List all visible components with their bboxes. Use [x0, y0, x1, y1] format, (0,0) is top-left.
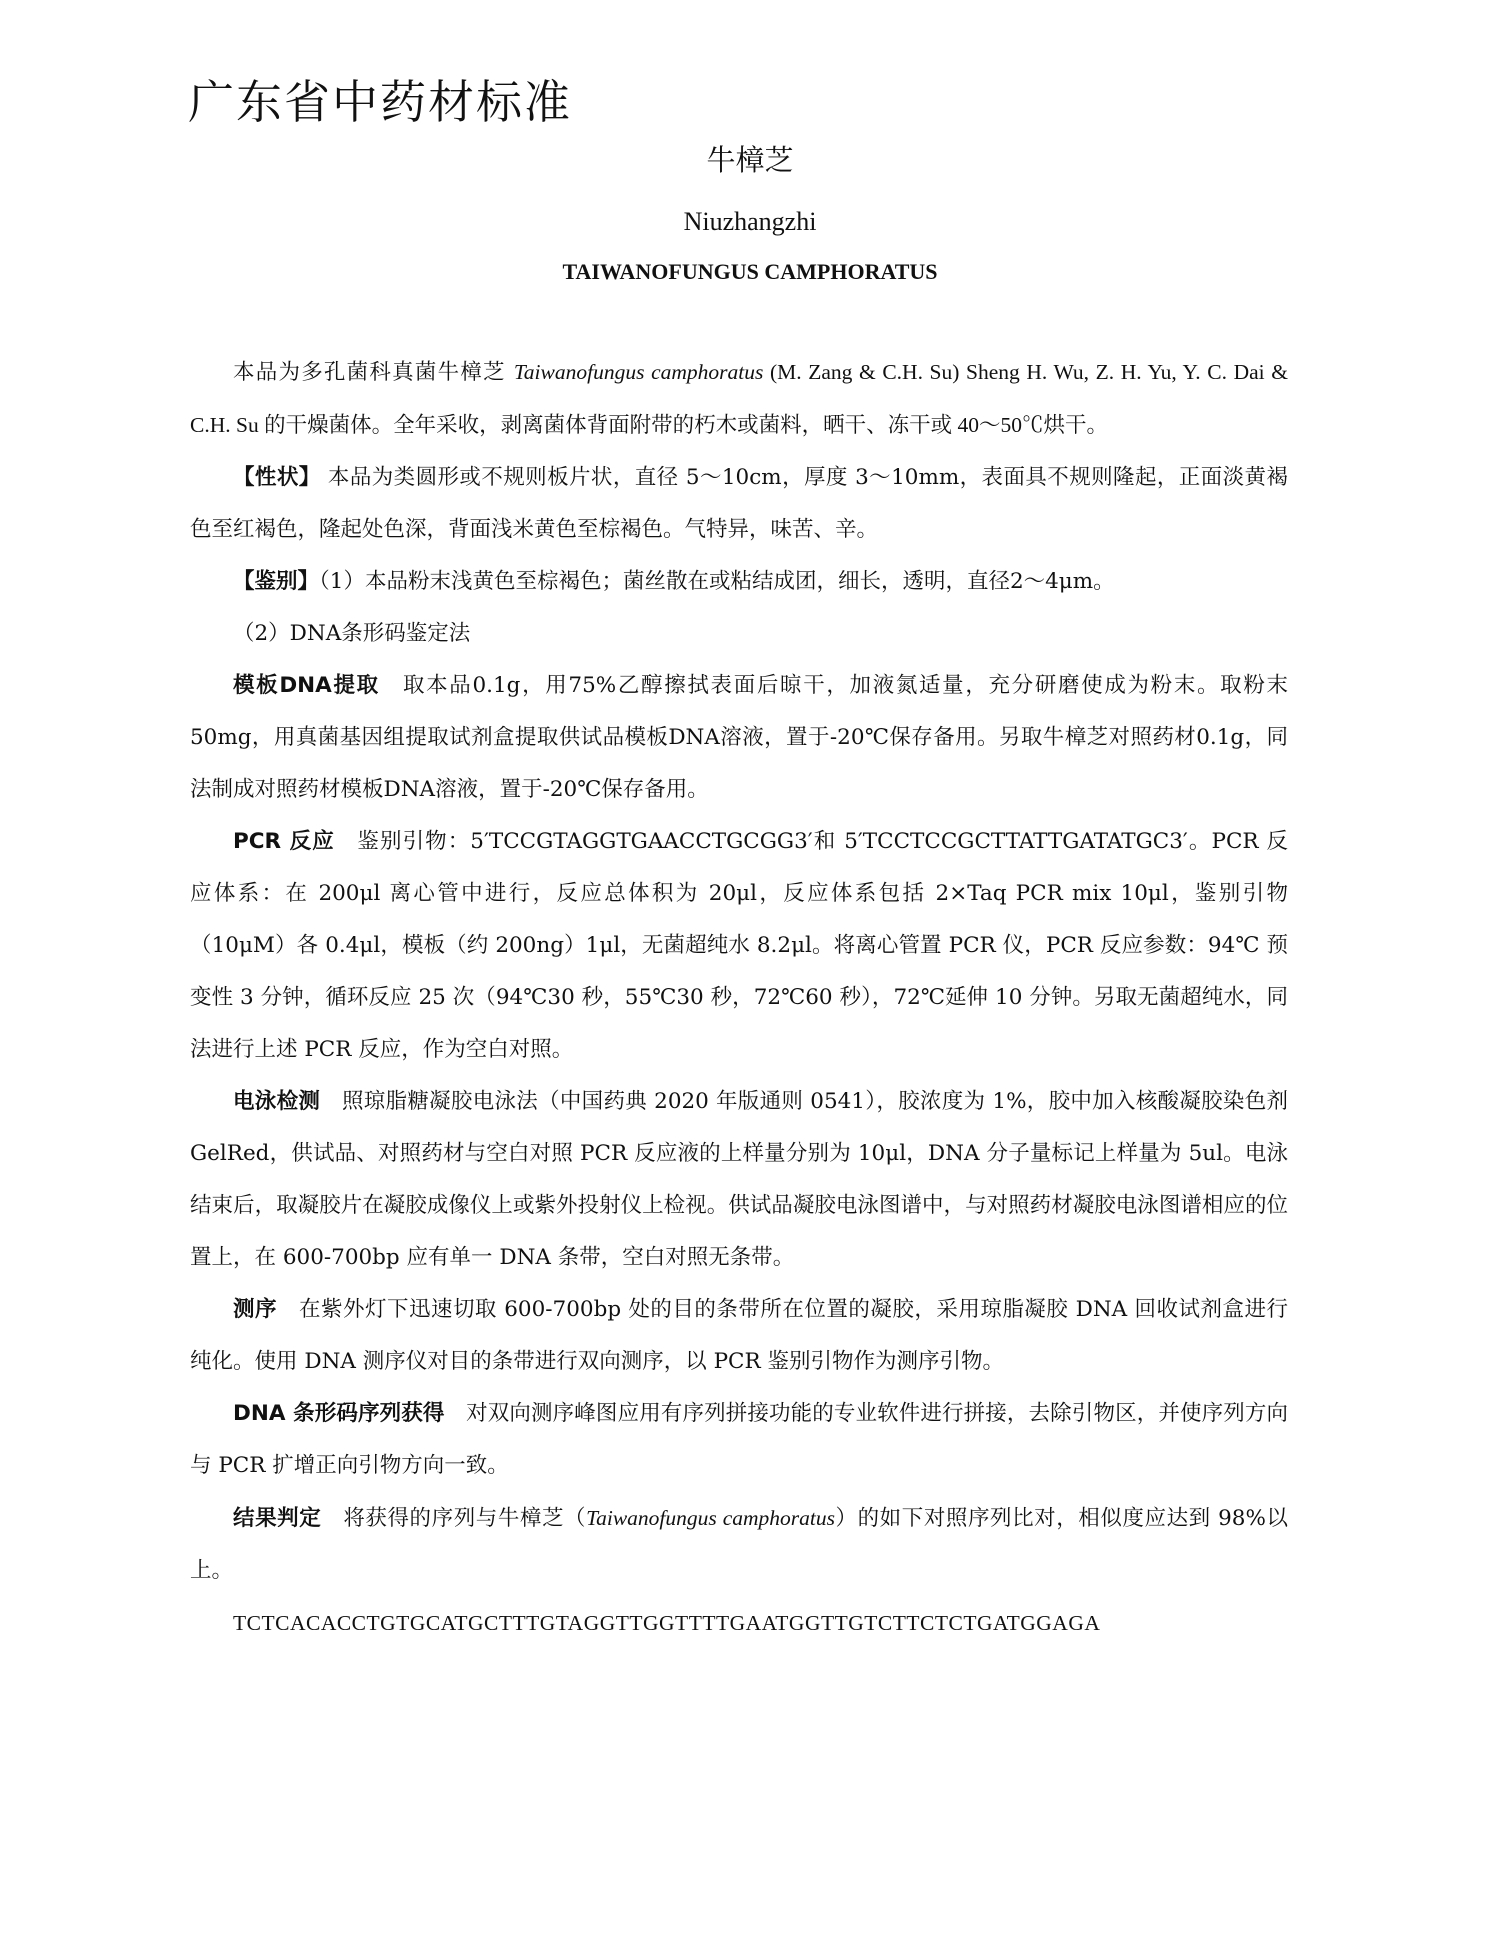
- reference-sequence-line: TCTCACACCTGTGCATGCTTTGTAGGTTGGTTTTGAATGGTTGTCTTCTCTGATGGAGA: [233, 1611, 1101, 1635]
- result-text1: 将获得的序列与牛樟芝（: [321, 1506, 587, 1531]
- intro-species-name: Taiwanofungus camphoratus: [513, 360, 764, 384]
- barcode-paragraph: [190, 1388, 1288, 1492]
- identification-label: 【鉴别】: [233, 569, 320, 594]
- intro-text-part1: 本品为多孔菌科真菌牛樟芝: [233, 360, 514, 385]
- standard-title: 广东省中药材标准: [188, 75, 572, 129]
- monograph-name-cn: 牛樟芝: [706, 143, 794, 177]
- identification-paragraph: [190, 556, 1288, 608]
- electrophoresis-text: 照琼脂糖凝胶电泳法（中国药典 2020 年版通则 0541），胶浓度为 1%，胶中加入核酸凝胶染色剂 GelRed，供试品、对照药材与空白对照 PCR 反应液的上样量分别为 10μl，DNA 分子量标记上样量为 5ul。电泳结束后，取凝胶片在凝胶成像仪上或紫外投射仪上检视。供试品凝胶电泳图谱中，与对照药材凝胶电泳图谱相应的位置上，在 600-700bp 应有单一 DNA 条带，空白对照无条带。: [190, 1089, 1288, 1270]
- electrophoresis-paragraph: [190, 1076, 1288, 1284]
- sequencing-paragraph: [190, 1284, 1288, 1388]
- identification-item2-text: （2）DNA条形码鉴定法: [233, 621, 471, 646]
- barcode-label: DNA 条形码序列获得: [233, 1401, 445, 1426]
- electrophoresis-label: 电泳检测: [233, 1089, 321, 1114]
- description-paragraph: [190, 452, 1288, 556]
- result-label: 结果判定: [233, 1506, 322, 1531]
- result-paragraph: [190, 1492, 1288, 1597]
- intro-paragraph: [190, 346, 1288, 452]
- identification-text: （1）本品粉末浅黄色至棕褐色；菌丝散在或粘结成团，细长，透明，直径2～4μm。: [319, 569, 1115, 594]
- pcr-paragraph: [190, 816, 1288, 1076]
- template-dna-text: 取本品0.1g，用75%乙醇擦拭表面后晾干，加液氮适量，充分研磨使成为粉末。取粉末50mg，用真菌基因组提取试剂盒提取供试品模板DNA溶液，置于-20℃保存备用。另取牛樟芝对照药材0.1g，同法制成对照药材模板DNA溶液，置于-20℃保存备用。: [190, 673, 1288, 802]
- sequencing-text: 在紫外灯下迅速切取 600-700bp 处的目的条带所在位置的凝胶，采用琼脂凝胶 DNA 回收试剂盒进行纯化。使用 DNA 测序仪对目的条带进行双向测序，以 PCR 鉴别引物作为测序引物。: [190, 1297, 1288, 1374]
- result-species-name: Taiwanofungus camphoratus: [586, 1506, 835, 1530]
- sequencing-label: 测序: [233, 1297, 277, 1322]
- monograph-body: [190, 346, 1288, 1649]
- description-label: 【性状】: [233, 465, 321, 490]
- template-dna-label: 模板DNA提取: [233, 673, 380, 698]
- template-dna-paragraph: [190, 660, 1288, 816]
- description-text: 本品为类圆形或不规则板片状，直径 5～10cm，厚度 3～10mm，表面具不规则隆起，正面淡黄褐色至红褐色，隆起处色深，背面浅米黄色至棕褐色。气特异，味苦、辛。: [190, 465, 1288, 542]
- monograph-name-pinyin: Niuzhangzhi: [683, 207, 817, 236]
- pcr-label: PCR 反应: [233, 829, 335, 854]
- intro-text-part2: (M. Zang & C.H. Su) Sheng H. Wu, Z. H. Yu, Y. C. Dai & C.H. Su 的干燥菌体。全年采收，剥离菌体背面附带的朽木或菌料，晒干、冻干或 40～50℃烘干。: [190, 360, 1288, 437]
- monograph-name-latin: TAIWANOFUNGUS CAMPHORATUS: [562, 259, 938, 284]
- pcr-text: 鉴别引物：5′TCCGTAGGTGAACCTGCGG3′和 5′TCCTCCGCTTATTGATATGC3′。PCR 反应体系：在 200μl 离心管中进行，反应总体积为 20μl，反应体系包括 2×Taq PCR mix 10μl，鉴别引物（10μM）各 0.4μl，模板（约 200ng）1μl，无菌超纯水 8.2μl。将离心管置 PCR 仪，PCR 反应参数：94℃ 预变性 3 分钟，循环反应 25 次（94℃30 秒，55℃30 秒，72℃60 秒），72℃延伸 10 分钟。另取无菌超纯水，同法进行上述 PCR 反应，作为空白对照。: [190, 829, 1288, 1062]
- result-text2: ）的如下对照序列比对，相似度应达到 98%以上。: [190, 1506, 1288, 1583]
- identification-item2: [190, 608, 1288, 660]
- barcode-text: 对双向测序峰图应用有序列拼接功能的专业软件进行拼接，去除引物区，并使序列方向与 PCR 扩增正向引物方向一致。: [190, 1401, 1288, 1478]
